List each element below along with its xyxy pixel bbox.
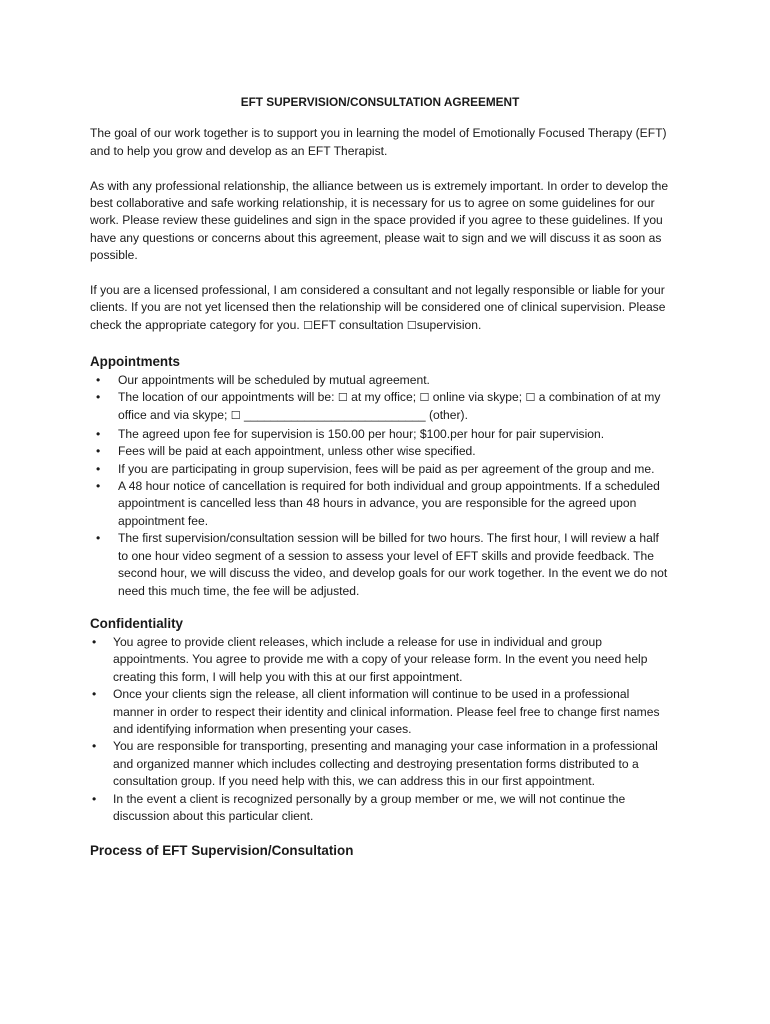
other-checkbox[interactable]: [231, 408, 241, 422]
appointments-list: [90, 372, 670, 600]
alliance-paragraph: As with any professional relationship, the alliance between us is extremely important. In order to develop the best collaborative and safe working relationship, it is necessary for us to agree on some guidelines for our work. Please review these guidelines and sign in the space provided if you agree to these guidelines. If you have any questions or concerns about this agreement, please wait to sign and we will discuss it as soon as possible.: [90, 178, 669, 263]
licensed-text: If you are a licensed professional, I am considered a consultant and not legally responsible or liable for your clients. If you are not yet licensed then the relationship will be considered one of clinical supervision. Please check the appropriate category for you.: [90, 283, 666, 332]
list-item: • Once your clients sign the release, all client information will continue to be used in a professional manner in order to respect their identity and clinical information. Please feel free to change first names and identifying information when presenting your cases.: [90, 686, 670, 738]
intro-paragraph: The goal of our work together is to support you in learning the model of Emotionally Focused Therapy (EFT) and to help you grow and develop as an EFT Therapist.: [90, 126, 667, 158]
skype-checkbox[interactable]: [419, 390, 429, 404]
list-item: • The first supervision/consultation session will be billed for two hours. The first hour, I will review a half to one hour video segment of a session to assess your level of EFT skills and provide feedback. The second hour, we will discuss the video, and develop goals for our work together. In the event we do not need this much time, the fee will be adjusted.: [90, 530, 670, 600]
location-prefix: The location of our appointments will be:: [118, 390, 335, 405]
list-item: • A 48 hour notice of cancellation is required for both individual and group appointments. If a scheduled appointment is cancelled less than 48 hours in advance, you are responsible for the agreed upon appointment fee.: [90, 478, 670, 530]
supervision-option-label: supervision.: [416, 317, 482, 332]
combination-checkbox[interactable]: [526, 390, 536, 404]
list-item: • The agreed upon fee for supervision is 150.00 per hour; $100.per hour for pair supervision.: [90, 426, 670, 443]
combination-label: a combination of at my office and via skype;: [118, 390, 661, 423]
other-label: ___________________________ (other).: [243, 408, 468, 423]
list-item-location: [90, 389, 670, 426]
supervision-checkbox[interactable]: [407, 318, 417, 332]
list-item: • Our appointments will be scheduled by mutual agreement.: [90, 372, 670, 389]
appointments-heading: Appointments: [90, 353, 181, 369]
list-item: • You are responsible for transporting, presenting and managing your case information in a professional and organized manner which includes collecting and destroying presentation forms distributed to a consultation group. If you need help with this, we can address this in our first appointment.: [90, 738, 670, 790]
list-item: • Fees will be paid at each appointment, unless other wise specified.: [90, 443, 670, 460]
office-label: at my office;: [351, 390, 417, 405]
consultation-option-label: EFT consultation: [313, 317, 404, 332]
confidentiality-heading: Confidentiality: [90, 615, 183, 631]
process-heading: Process of EFT Supervision/Consultation: [90, 843, 354, 859]
list-item: • You agree to provide client releases, which include a release for use in individual and group appointments. You agree to provide me with a copy of your release form. In the event you need help creating this form, I will help you with this at our first appointment.: [90, 634, 670, 686]
skype-label: online via skype;: [432, 390, 523, 405]
list-item: • In the event a client is recognized personally by a group member or me, we will not continue the discussion about this particular client.: [90, 791, 670, 826]
office-checkbox[interactable]: [338, 390, 348, 404]
confidentiality-list: [90, 634, 670, 825]
document-title: EFT SUPERVISION/CONSULTATION AGREEMENT: [240, 95, 520, 109]
document-page: [90, 94, 670, 861]
consultation-checkbox[interactable]: [303, 318, 313, 332]
list-item: • If you are participating in group supervision, fees will be paid as per agreement of the group and me.: [90, 461, 670, 478]
licensed-paragraph: [90, 282, 670, 335]
